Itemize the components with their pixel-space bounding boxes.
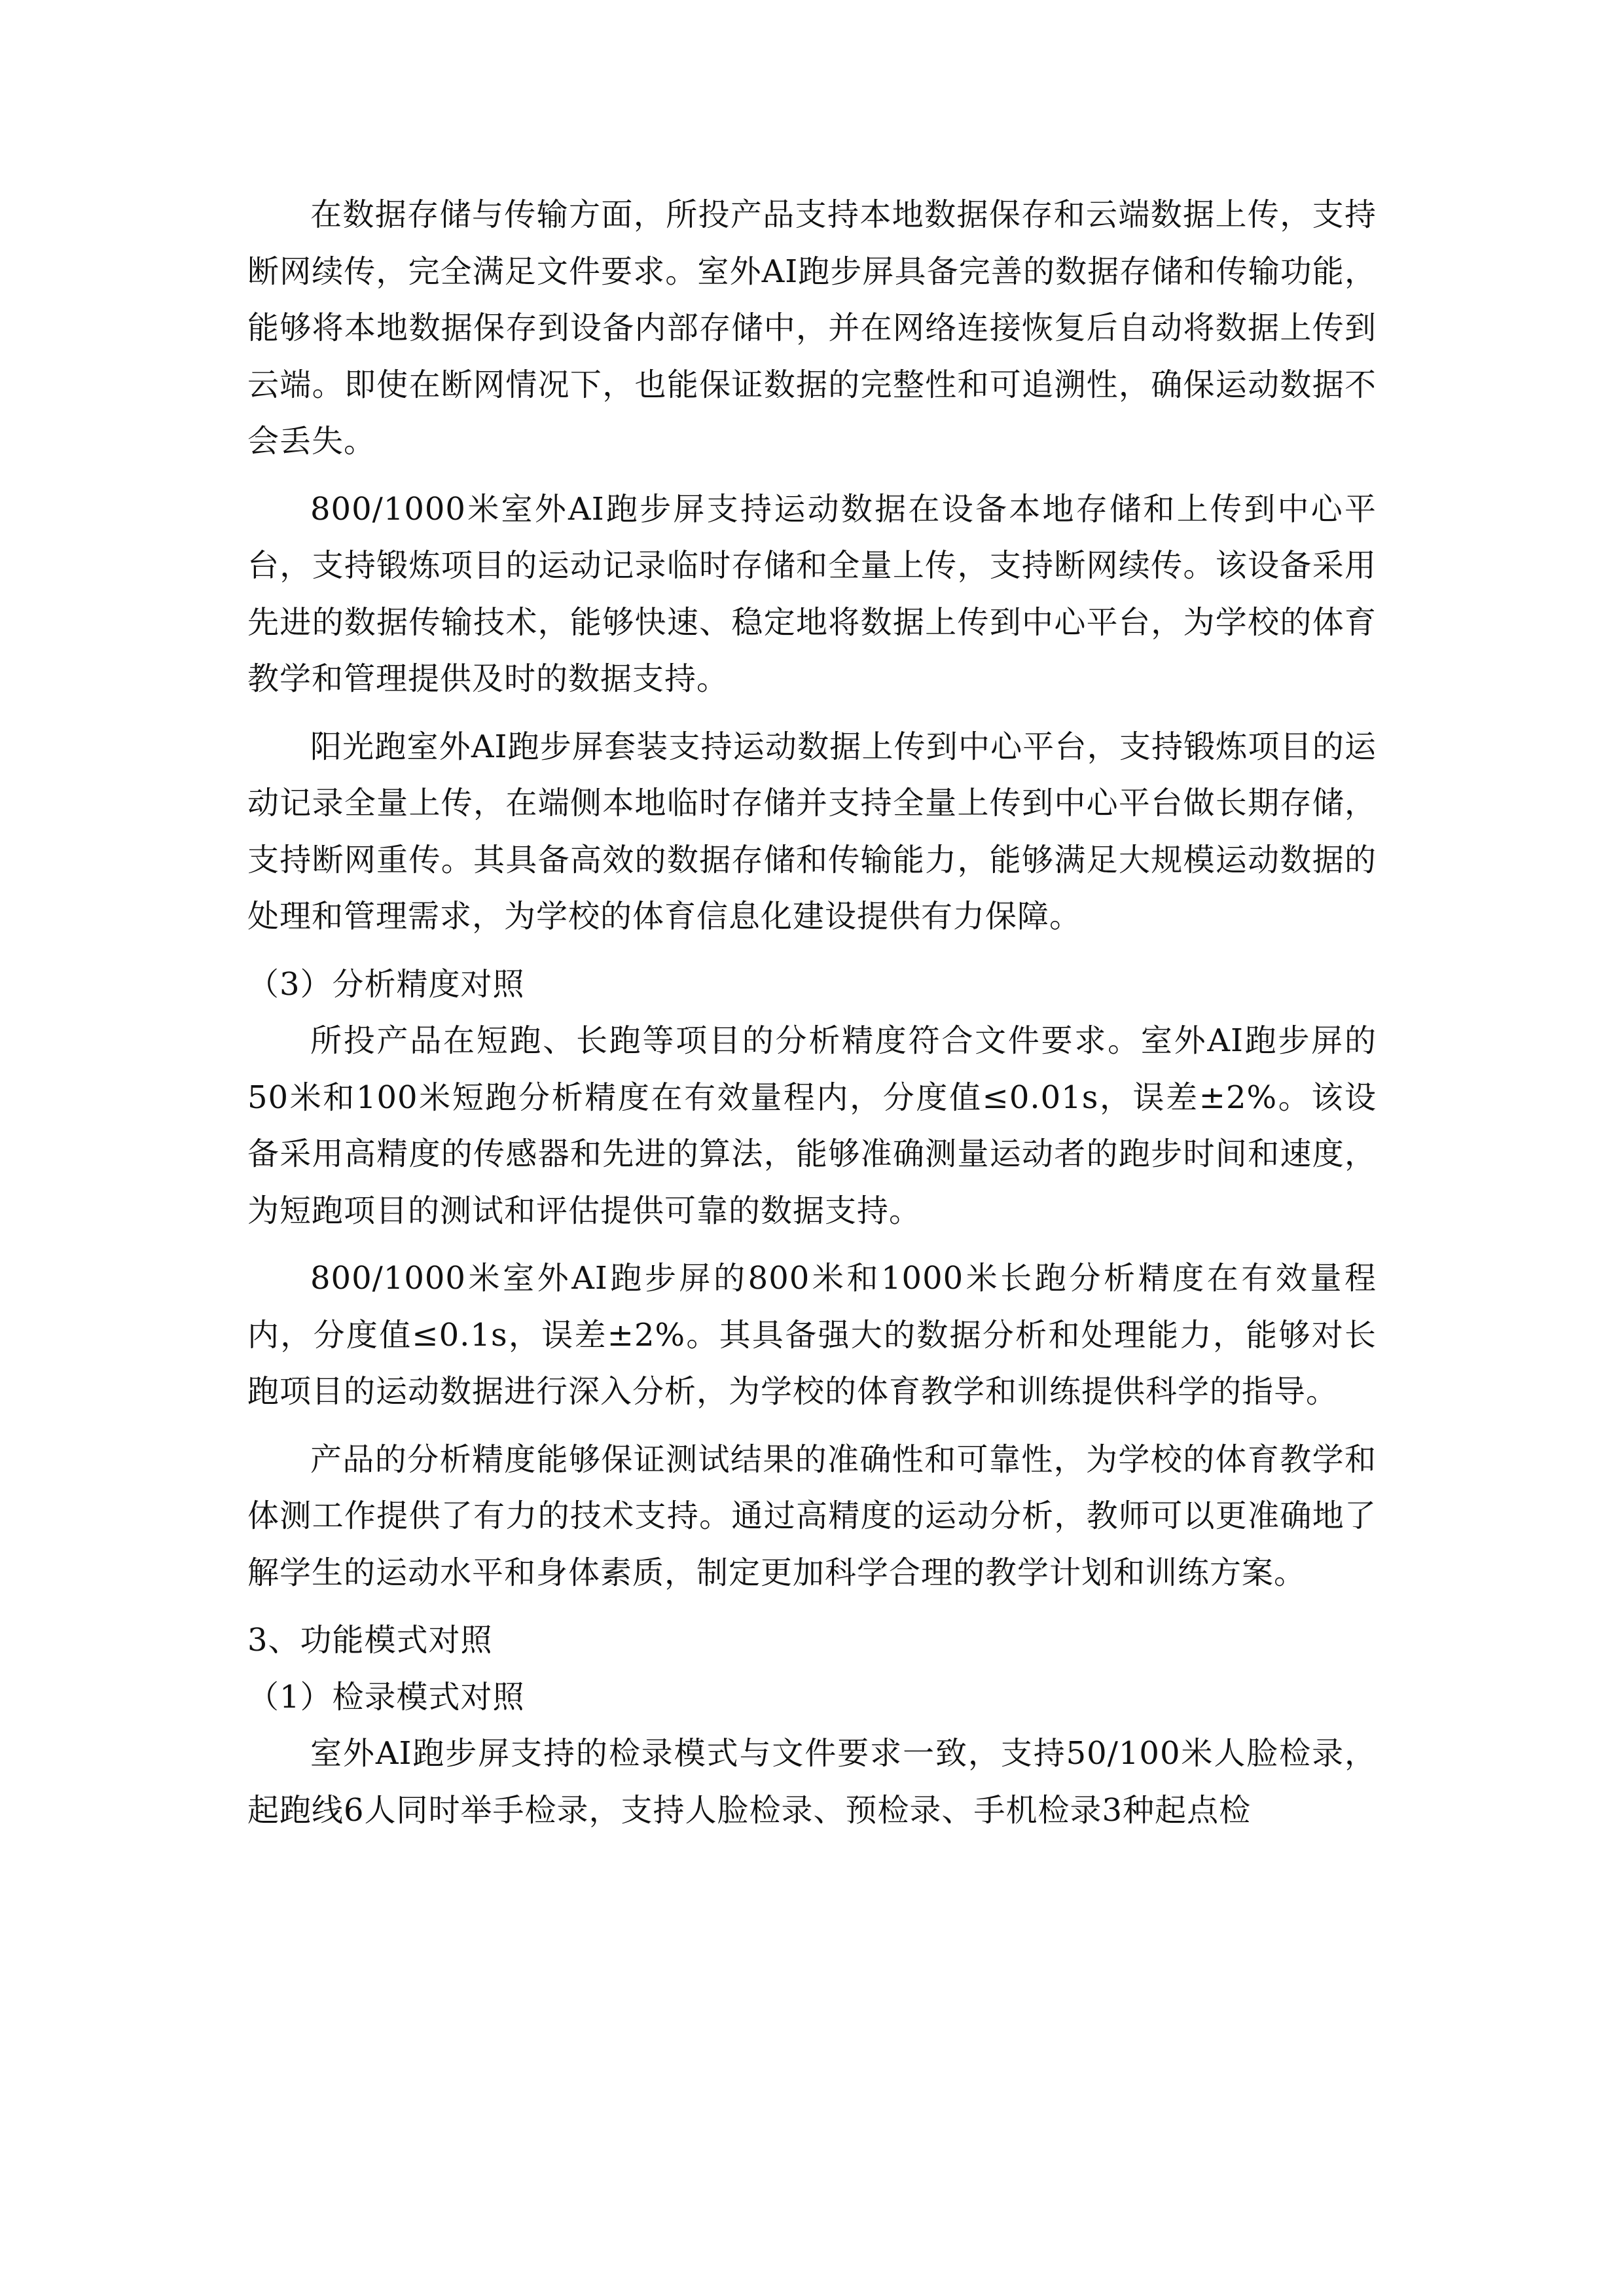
document-body xyxy=(247,187,1377,1839)
paragraph-long-run-accuracy: 800/1000米室外AI跑步屏的800米和1000米长跑分析精度在有效量程内，分度值≤0.1s，误差±2%。其具备强大的数据分析和处理能力，能够对长跑项目的运动数据进行深入分析，为学校的体育教学和训练提供科学的指导。 xyxy=(247,1260,1377,1410)
paragraph-check-in-mode: 室外AI跑步屏支持的检录模式与文件要求一致，支持50/100米人脸检录，起跑线6人同时举手检录，支持人脸检录、预检录、手机检录3种起点检 xyxy=(247,1735,1377,1829)
subheading-analysis-accuracy: （3）分析精度对照 xyxy=(247,965,525,1003)
subheading-check-in-mode: （1）检录模式对照 xyxy=(247,1678,525,1715)
paragraph-accuracy-summary: 产品的分析精度能够保证测试结果的准确性和可靠性，为学校的体育教学和体测工作提供了有力的技术支持。通过高精度的运动分析，教师可以更准确地了解学生的运动水平和身体素质，制定更加科学合理的教学计划和训练方案。 xyxy=(247,1441,1377,1591)
paragraph-sprint-accuracy: 所投产品在短跑、长跑等项目的分析精度符合文件要求。室外AI跑步屏的50米和100米短跑分析精度在有效量程内，分度值≤0.01s，误差±2%。该设备采用高精度的传感器和先进的算法，能够准确测量运动者的跑步时间和速度，为短跑项目的测试和评估提供可靠的数据支持。 xyxy=(247,1022,1377,1229)
section-heading-function-modes: 3、功能模式对照 xyxy=(247,1622,493,1659)
paragraph-800-1000-storage: 800/1000米室外AI跑步屏支持运动数据在设备本地存储和上传到中心平台，支持锻炼项目的运动记录临时存储和全量上传，支持断网续传。该设备采用先进的数据传输技术，能够快速、稳定地将数据上传到中心平台，为学校的体育教学和管理提供及时的数据支持。 xyxy=(247,490,1377,697)
paragraph-sunshine-run-storage: 阳光跑室外AI跑步屏套装支持运动数据上传到中心平台，支持锻炼项目的运动记录全量上传，在端侧本地临时存储并支持全量上传到中心平台做长期存储，支持断网重传。其具备高效的数据存储和传输能力，能够满足大规模运动数据的处理和管理需求，为学校的体育信息化建设提供有力保障。 xyxy=(247,728,1377,935)
paragraph-data-storage: 在数据存储与传输方面，所投产品支持本地数据保存和云端数据上传，支持断网续传，完全满足文件要求。室外AI跑步屏具备完善的数据存储和传输功能，能够将本地数据保存到设备内部存储中，并在网络连接恢复后自动将数据上传到云端。即使在断网情况下，也能保证数据的完整性和可追溯性，确保运动数据不会丢失。 xyxy=(247,196,1377,459)
